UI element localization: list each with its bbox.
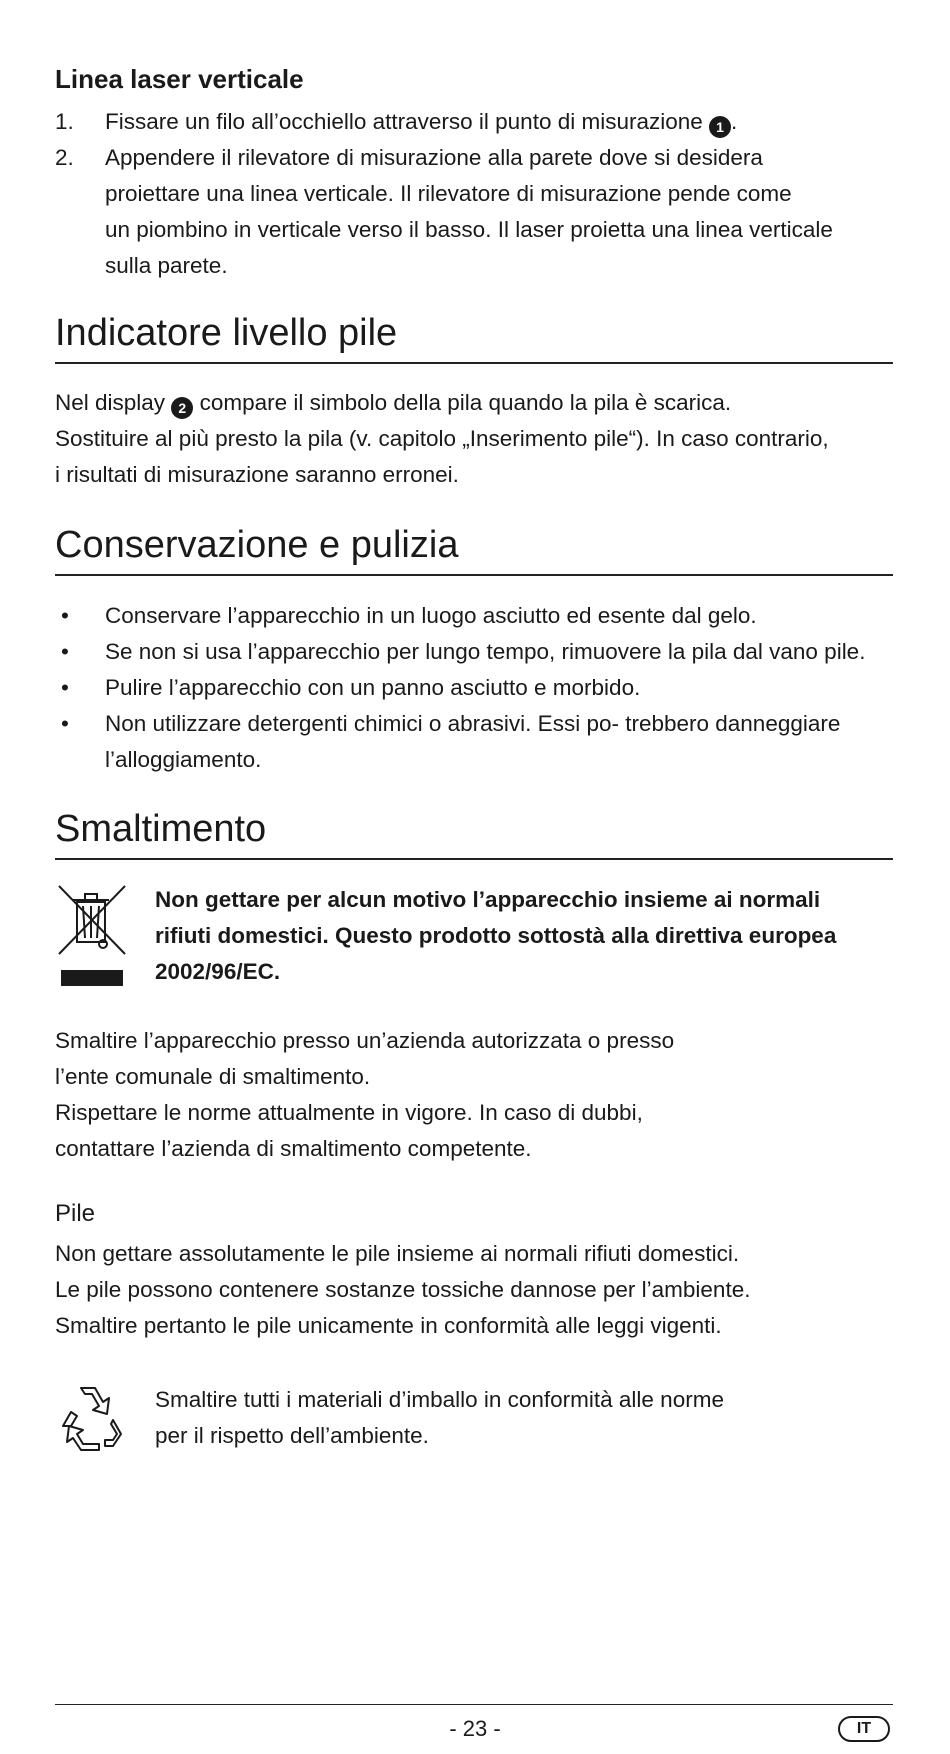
storage-list	[55, 598, 895, 778]
recycle-icon	[55, 1380, 129, 1459]
battery-indicator-text: Nel display 2 compare il simbolo della pila quando la pila è scarica. Sostituire al più presto la pila (v. capitolo „Inserimento pile“). In caso contrario, i risultati di misurazione saranno erronei.	[55, 390, 829, 487]
list-item: • Non utilizzare detergenti chimici o abrasivi. Essi po- trebbero danneggiare l’alloggiamento.	[61, 711, 841, 772]
disposal-paragraph: Smaltire l’apparecchio presso un’azienda autorizzata o presso l’ente comunale di smaltimento. Rispettare le norme attualmente in vigore. In caso di dubbi, contattare l’azienda di smaltimento competente.	[55, 1028, 675, 1161]
list-item: 2. Appendere il rilevatore di misurazione alla parete dove si desidera proiettare una linea verticale. Il rilevatore di misurazione pende come un piombino in verticale verso il basso. Il laser proietta una linea verticale sulla parete.	[55, 145, 833, 278]
list-item: • Pulire l’apparecchio con un panno asciutto e morbido.	[61, 675, 641, 700]
callout-badge-1: 1	[709, 116, 731, 138]
disposal-notice: Non gettare per alcun motivo l’apparecchio insieme ai normali rifiuti domestici. Questo prodotto sottostà alla direttiva europea 2002/96/EC.	[155, 887, 837, 984]
page-number: - 23 -	[449, 1716, 501, 1741]
battery-indicator-heading: Indicatore livello pile	[55, 308, 893, 364]
storage-cleaning-heading: Conservazione e pulizia	[55, 520, 893, 576]
list-item: • Conservare l’apparecchio in un luogo asciutto ed esente dal gelo.	[61, 603, 757, 628]
callout-badge-2: 2	[171, 397, 193, 419]
packaging-paragraph: Smaltire tutti i materiali d’imballo in conformità alle norme per il rispetto dell’ambiente.	[155, 1387, 724, 1448]
laser-steps-list	[55, 104, 895, 284]
list-item: 1. Fissare un filo all’occhiello attraverso il punto di misurazione 1 .	[55, 104, 895, 140]
footer-divider	[55, 1704, 893, 1705]
batteries-paragraph: Non gettare assolutamente le pile insieme ai normali rifiuti domestici. Le pile possono contenere sostanze tossiche dannose per l’ambiente. Smaltire pertanto le pile unicamente in conformità alle leggi vigenti.	[55, 1241, 751, 1338]
list-item: • Se non si usa l’apparecchio per lungo tempo, rimuovere la pila dal vano pile.	[61, 639, 866, 664]
disposal-heading: Smaltimento	[55, 804, 893, 860]
batteries-heading: Pile	[55, 1200, 96, 1227]
crossed-out-bin-icon	[55, 882, 129, 993]
laser-line-heading: Linea laser verticale	[55, 64, 304, 94]
language-badge: IT	[838, 1716, 890, 1742]
